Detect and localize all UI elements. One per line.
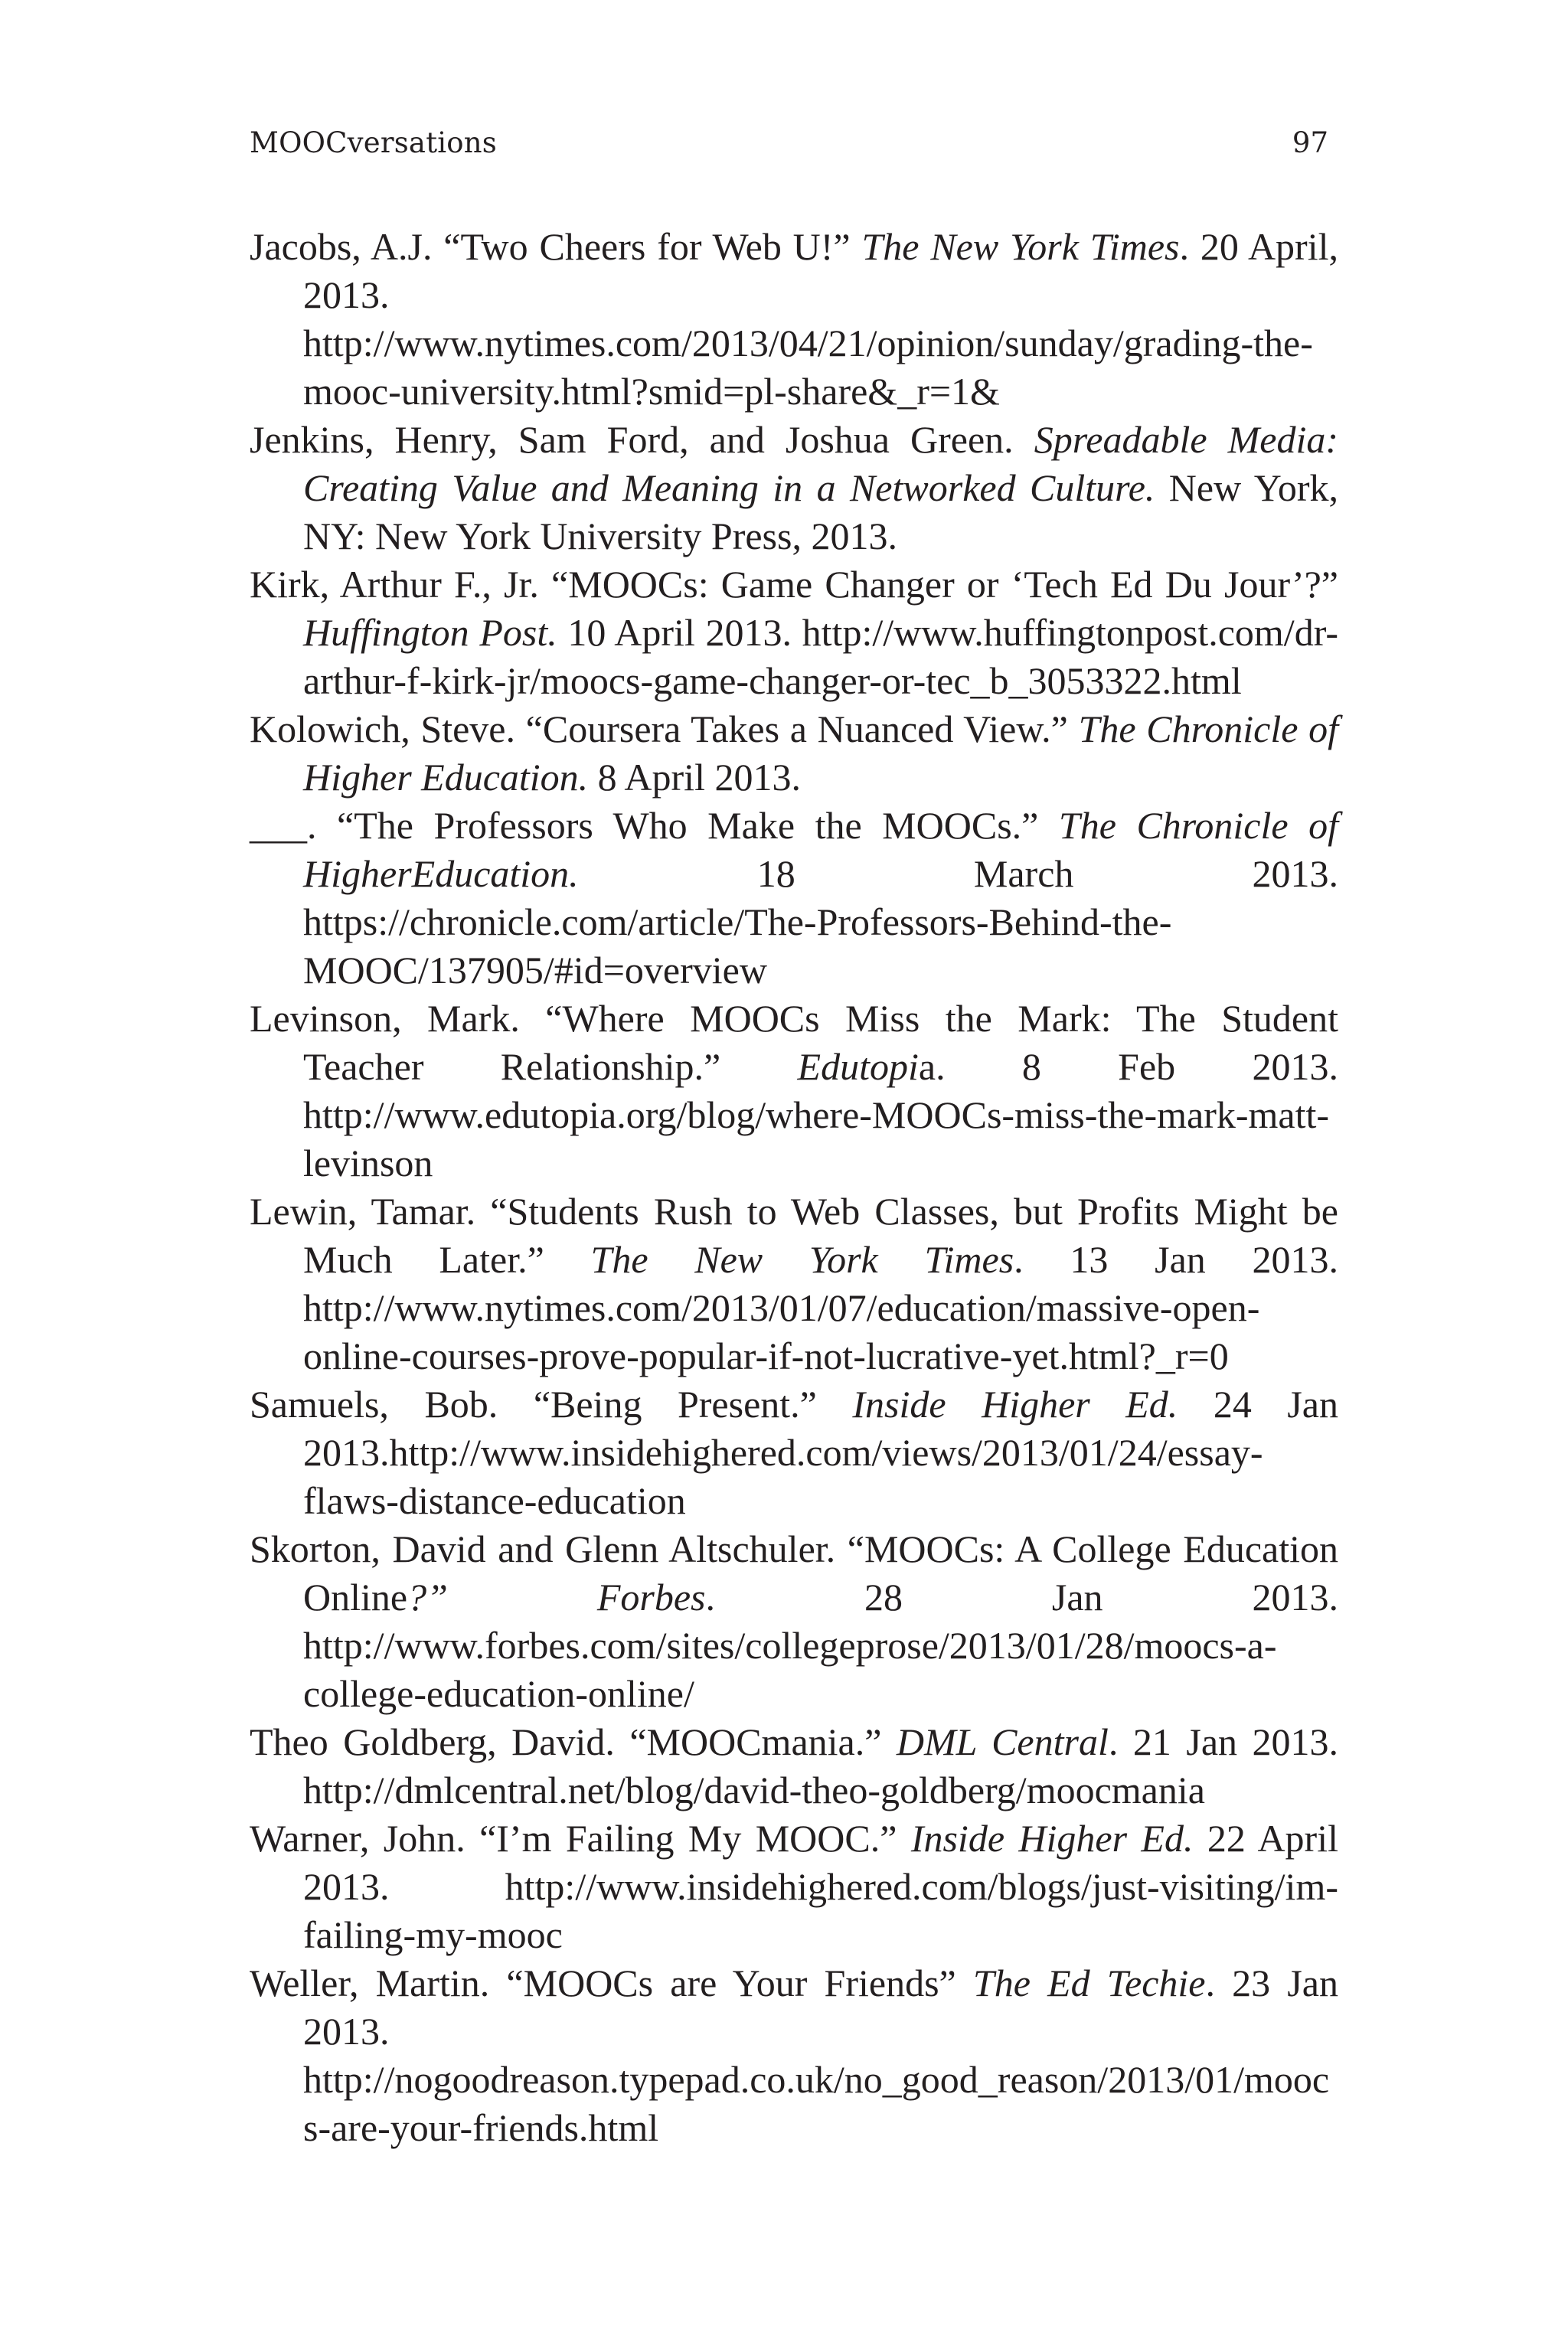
entry-text: Kirk, Arthur F., Jr. “MOOCs: Game Changer or ‘Tech Ed Du Jour’?” (250, 563, 1338, 606)
bibliography-entry-kirk (250, 560, 1338, 705)
entry-source-title: Huffington Post. (303, 611, 557, 654)
entry-text: Jenkins, Henry, Sam Ford, and Joshua Green. (250, 418, 1034, 461)
entry-text: Levinson, Mark. “Where MOOCs Miss the Mark: The Student Teacher Relationship.” (250, 997, 1338, 1088)
entry-source-title: Edutopi (797, 1045, 919, 1088)
bibliography-entry-warner (250, 1815, 1338, 1959)
entry-citation-details: 10 April 2013. http://www.huffingtonpost.com/dr-arthur-f-kirk-jr/moocs-game-changer-or-tec_b_3053322.html (303, 611, 1338, 702)
entry-text: Theo Goldberg, David. “MOOCmania.” (250, 1720, 897, 1763)
bibliography-entry-levinson (250, 995, 1338, 1187)
entry-text: ___. “The Professors Who Make the MOOCs.” (250, 804, 1059, 847)
bibliography-entry-jacobs (250, 223, 1338, 416)
entry-source-title: DML Central (896, 1720, 1109, 1763)
entry-citation-details: 18 March 2013. https://chronicle.com/article/The-Professors-Behind-the-MOOC/137905/#id=overview (303, 852, 1338, 991)
entry-text: Jacobs, A.J. “Two Cheers for Web U!” (250, 225, 862, 268)
entry-text: Kolowich, Steve. “Coursera Takes a Nuanced View.” (250, 707, 1079, 750)
entry-citation-details: . 13 Jan 2013. http://www.nytimes.com/2013/01/07/education/massive-open-online-courses-prove-popular-if-not-lucrative-yet.html?_r=0 (303, 1238, 1338, 1377)
bibliography-entry-weller (250, 1959, 1338, 2152)
entry-source-title: The Ed Techie (972, 1962, 1206, 2004)
entry-citation-details: . 23 Jan 2013. http://nogoodreason.typepad.co.uk/no_good_reason/2013/01/moocs-are-your-friends.html (303, 1962, 1338, 2149)
bibliography-entry-jenkins (250, 416, 1338, 560)
bibliography-entry-lewin (250, 1187, 1338, 1380)
entry-citation-details: . 28 Jan 2013. http://www.forbes.com/sites/collegeprose/2013/01/28/moocs-a-college-education-online/ (303, 1576, 1338, 1715)
entry-text: Warner, John. “I’m Failing My MOOC.” (250, 1817, 911, 1860)
entry-text: Lewin, Tamar. “Students Rush to Web Classes, but Profits Might be Much Later.” (250, 1190, 1338, 1281)
page-number: 97 (1292, 126, 1328, 159)
entry-source-title: The New York Times (590, 1238, 1014, 1281)
entry-citation-details: 22 April 2013. http://www.insidehighered.com/blogs/just-visiting/im-failing-my-mooc (303, 1817, 1338, 1956)
bibliography-entry-samuels (250, 1380, 1338, 1525)
running-header-title: MOOCversations (250, 126, 497, 159)
bibliography-entry-kolowich (250, 705, 1338, 802)
entry-citation-details: 8 April 2013. (588, 756, 801, 799)
entry-text: Samuels, Bob. “Being Present.” (250, 1383, 853, 1426)
entry-source-title: Spreadable Media: Creating Value and Meaning in a Networked Culture. (303, 418, 1338, 509)
entry-citation-details: New York, NY: New York University Press, 2013. (303, 466, 1338, 557)
entry-source-title: The Chronicle of Higher Education. (303, 707, 1339, 799)
bibliography-entry-kolowich-second (250, 802, 1338, 995)
bibliography-list (250, 223, 1338, 2152)
entry-source-title: Inside Higher Ed. (910, 1817, 1194, 1860)
entry-citation-details: . 21 Jan 2013. http://dmlcentral.net/blog/david-theo-goldberg/moocmania (303, 1720, 1339, 1811)
entry-source-title: Inside Higher Ed. (852, 1383, 1178, 1426)
entry-citation-details: a. 8 Feb 2013. http://www.edutopia.org/blog/where-MOOCs-miss-the-mark-matt-levinson (303, 1045, 1338, 1184)
entry-citation-details: 24 Jan 2013.http://www.insidehighered.com/views/2013/01/24/essay-flaws-distance-education (303, 1383, 1339, 1522)
bibliography-entry-skorton (250, 1525, 1338, 1718)
bibliography-entry-goldberg (250, 1718, 1338, 1815)
entry-citation-details: . 20 April, 2013. http://www.nytimes.com/2013/04/21/opinion/sunday/grading-the-mooc-university.html?smid=pl-share&_r=1& (303, 225, 1338, 413)
entry-text: Skorton, David and Glenn Altschuler. “MOOCs: A College Education Online (250, 1527, 1338, 1619)
entry-source-title: ?” Forbes (407, 1576, 706, 1619)
entry-source-title: The New York Times (861, 225, 1180, 268)
entry-text: Weller, Martin. “MOOCs are Your Friends” (250, 1962, 973, 2004)
entry-source-title: The Chronicle of HigherEducation. (303, 804, 1338, 895)
